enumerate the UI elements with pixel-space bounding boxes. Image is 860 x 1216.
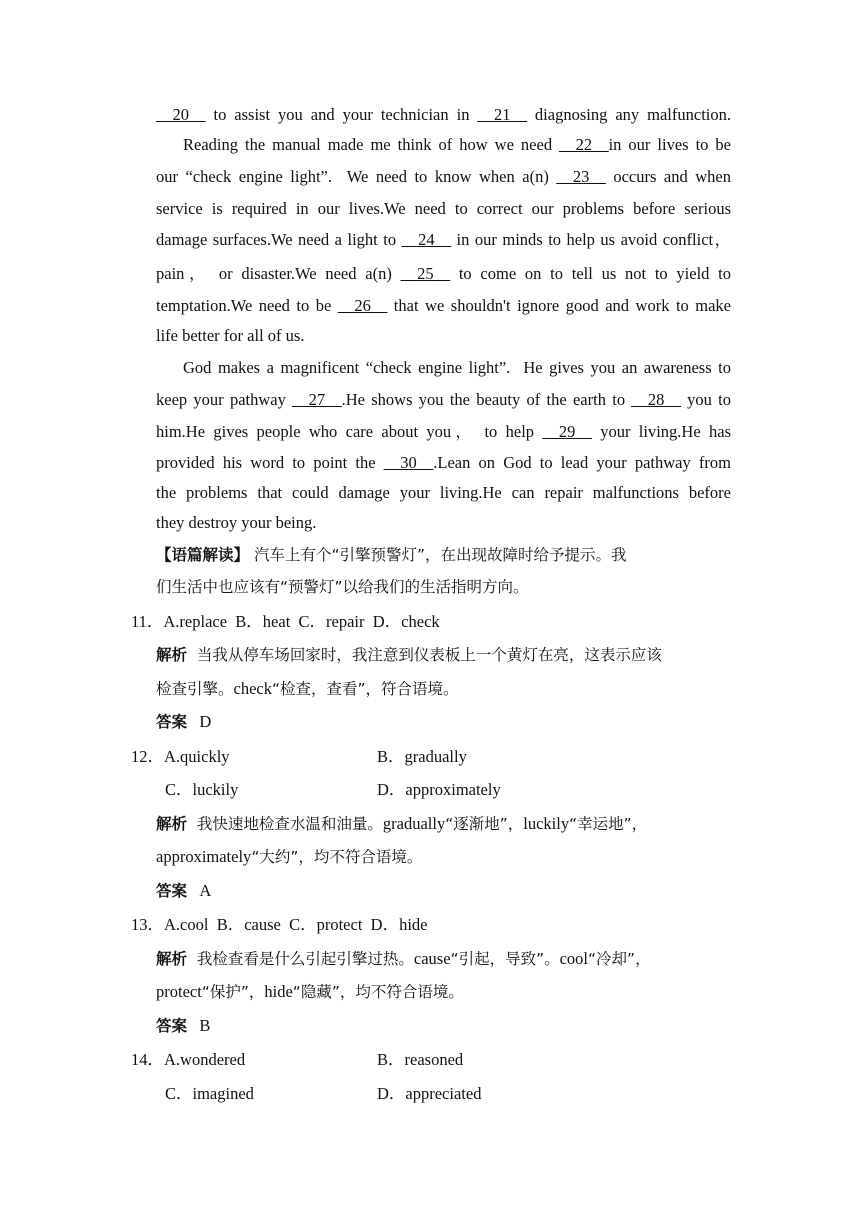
- passage-line: provided his word to point the __30__.Lean on God to lead your pathway from: [156, 453, 731, 472]
- blank-26: __26__: [337, 296, 388, 315]
- passage-line: damage surfaces.We need a light to __24__ in our minds to help us avoid conflict，: [156, 230, 731, 249]
- question-14-options: 14．A.wondered: [131, 1050, 246, 1069]
- blank-30: __30__: [383, 453, 434, 472]
- passage-line: him.He gives people who care about you， to help __29__ your living.He has: [156, 422, 732, 441]
- summary-label: 【语篇解读】: [156, 546, 250, 564]
- question-11-analysis: 检查引擎。check“检查，查看”，符合语境。: [156, 679, 459, 698]
- summary-line: 【语篇解读】 汽车上有个“引擎预警灯”，在出现故障时给予提示。我: [156, 546, 627, 564]
- passage-line: the problems that could damage your living.He can repair malfunctions before: [156, 483, 731, 502]
- question-12-option-b: B．gradually: [377, 747, 467, 766]
- passage-line: keep your pathway __27__.He shows you the beauty of the earth to __28__ you to: [156, 390, 731, 409]
- question-13-analysis: protect“保护”，hide“隐藏”，均不符合语境。: [156, 982, 464, 1001]
- passage-line: service is required in our lives.We need to correct our problems before serious: [156, 199, 731, 218]
- passage-line: temptation.We need to be __26__ that we shouldn't ignore good and work to make: [156, 296, 732, 315]
- blank-23: __23__: [556, 167, 606, 186]
- question-12-answer: 答案 A: [156, 881, 212, 900]
- passage-line: Reading the manual made me think of how we need __22__in our lives to be: [183, 135, 731, 154]
- blank-20: __20__: [156, 105, 206, 124]
- passage-line: they destroy your being.: [156, 513, 317, 532]
- blank-24: __24__: [401, 230, 452, 249]
- question-11-answer: 答案 D: [156, 712, 212, 731]
- blank-27: __27__: [292, 390, 342, 409]
- blank-28: __28__: [631, 390, 681, 409]
- blank-21: __21__: [477, 105, 527, 124]
- blank-29: __29__: [542, 422, 592, 441]
- question-12-option-d: D．approximately: [377, 780, 501, 799]
- question-14-option-d: D．appreciated: [377, 1084, 482, 1103]
- passage-line: pain， or disaster.We need a(n) __25__ to come on to tell us not to yield to: [156, 264, 731, 283]
- question-13-analysis: 解析 我检查看是什么引起引擎过热。cause“引起，导致”。cool“冷却”，: [156, 949, 651, 968]
- question-11-stem: 11．A.replace B．heat C．repair D．check: [131, 612, 440, 631]
- passage-line: __20__ to assist you and your technician in __21__ diagnosing any malfunction.: [156, 105, 731, 124]
- summary-line: 们生活中也应该有“预警灯”以给我们的生活指明方向。: [156, 578, 529, 596]
- blank-25: __25__: [400, 264, 451, 283]
- question-13-stem: 13．A.cool B．cause C．protect D．hide: [131, 915, 428, 934]
- question-14-option-b: B．reasoned: [377, 1050, 464, 1069]
- question-13-answer: 答案 B: [156, 1016, 211, 1035]
- question-12-analysis: 解析 我快速地检查水温和油量。gradually“逐渐地”，luckily“幸运地”，: [156, 814, 648, 833]
- question-14-option-c: C．imagined: [165, 1084, 254, 1103]
- question-12-option-c: C．luckily: [165, 780, 239, 799]
- passage-line: life better for all of us.: [156, 326, 305, 345]
- question-12-analysis: approximately“大约”，均不符合语境。: [156, 847, 423, 866]
- passage-line: God makes a magnificent “check engine light”. He gives you an awareness to: [183, 358, 731, 377]
- question-12-options: 12．A.quickly: [131, 747, 230, 766]
- question-11-analysis: 解析 当我从停车场回家时，我注意到仪表板上一个黄灯在亮，这表示应该: [156, 646, 662, 664]
- blank-22: __22__: [559, 135, 609, 154]
- passage-line: our “check engine light”. We need to know when a(n) __23__ occurs and when: [156, 167, 731, 186]
